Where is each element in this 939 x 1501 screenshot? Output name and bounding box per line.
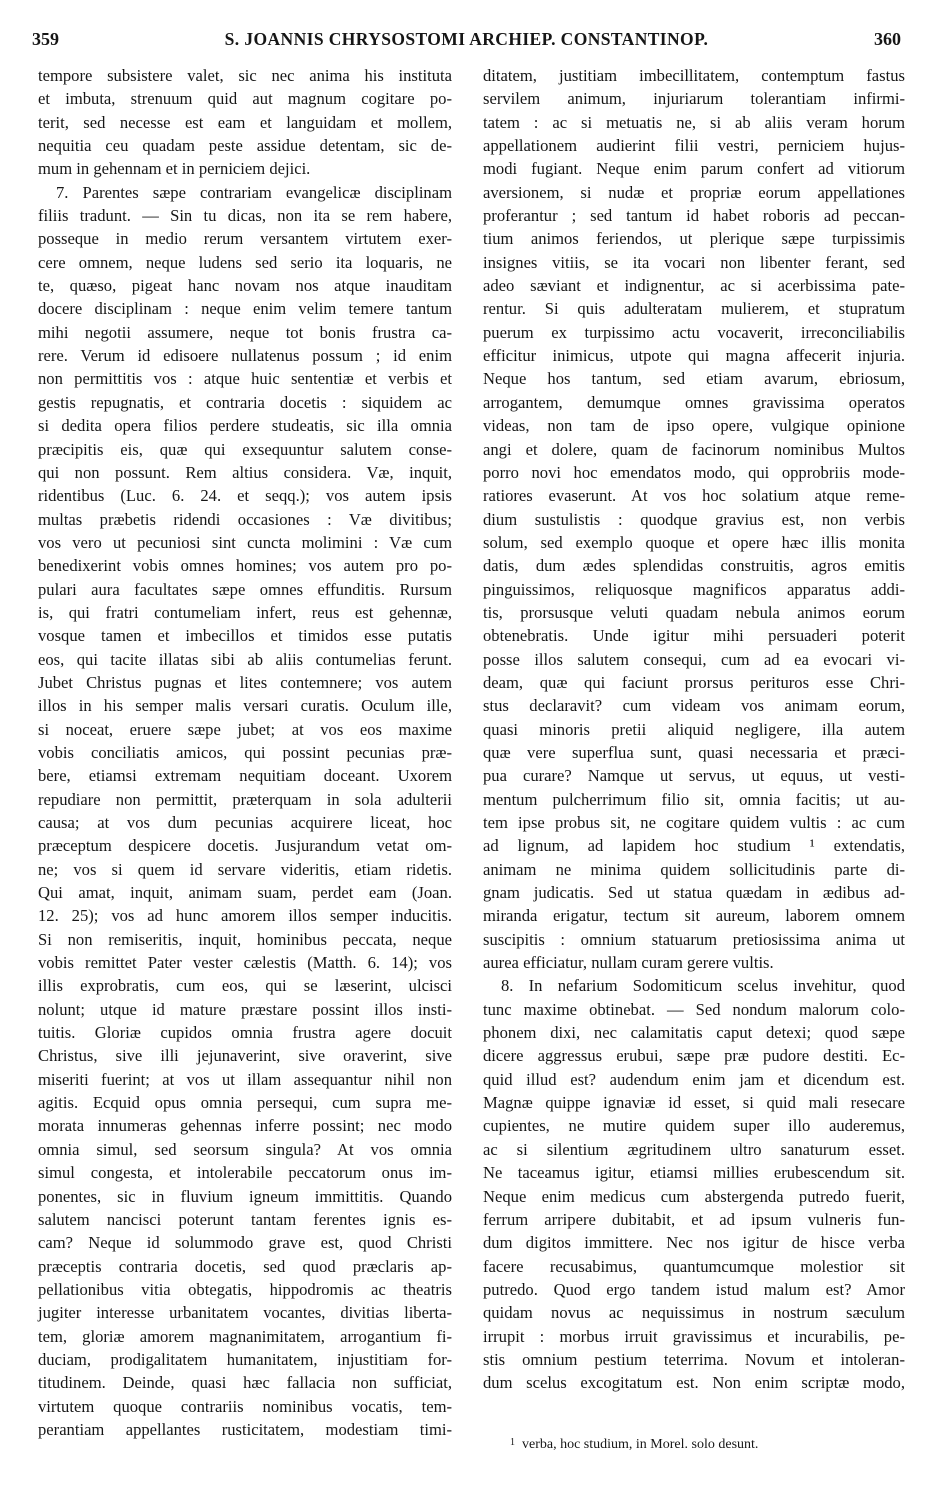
text-line: proferantur ; sed tantum id habet roboris ad peccan-	[483, 206, 905, 226]
text-line: benedixerint vobis omnes homines; vos autem pro po-	[38, 556, 452, 576]
text-line: causa; at vos dum pecunias acquirere liceat, hoc	[38, 813, 452, 832]
text-line: Qui amat, inquit, animam suam, perdet eam (Joan.	[38, 883, 452, 903]
text-line: jugiter interesse urbanitatem vocantes, divitias liberta-	[38, 1303, 452, 1323]
text-line: tunc maxime obtinebat. — Sed nondum malorum colo-	[483, 999, 905, 1019]
text-line: vos vero ut pecuniosi sint cuncta molimini : Væ cum	[38, 532, 452, 552]
text-line: miranda erigatur, tectum sit aureum, laborem omnem	[483, 906, 905, 926]
text-line: bere, etiamsi extremam nequitiam doceant. Uxorem	[38, 766, 452, 786]
text-line: repudiare non permittit, præterquam in sola adulterii	[38, 789, 452, 809]
text-line: pua curare? Namque ut servus, ut equus, ut vesti-	[483, 766, 905, 786]
text-line: insignes vitiis, se ita vocari non libenter ferant, sed	[483, 252, 905, 272]
text-line: titudinem. Deinde, quasi hæc fallacia non sufficiat,	[38, 1373, 452, 1393]
text-line: aurea efficiatur, nullam curam gerere vultis.	[483, 953, 774, 973]
text-line: ridentibus (Luc. 6. 24. et seqq.); vos autem ipsis	[38, 486, 452, 506]
text-line: dum digitos immittere. Nec nos igitur de hisce verba	[483, 1233, 905, 1253]
text-line: si noceat, eruere sæpe jubet; at vos eos maxime	[38, 719, 452, 739]
text-line: animam ne minima quidem sollicitudinis parte di-	[483, 859, 905, 879]
text-line: deam, quæ qui faciunt prorsus perituros esse Chri-	[483, 672, 905, 692]
text-line: mihi negotii assumere, neque tot bonis frustra ca-	[38, 322, 452, 342]
text-line: pinguissimos, reliquosque magnificos apparatus addi-	[483, 579, 905, 599]
text-line: facere recusabimus, quantumcumque molestior sit	[483, 1256, 905, 1276]
text-line: mentum pulcherrimum filio sit, omnia facitis; ut au-	[483, 789, 905, 809]
text-line: salutem nancisci poterunt tantam ferentes ignis es-	[38, 1209, 452, 1229]
text-line: cere omnem, neque ludens sed serio ita loquaris, ne	[38, 252, 452, 272]
text-line: te, quæso, pigeat hanc novam nos atque inauditam	[38, 276, 452, 296]
text-line: morata innumeras gehennas inferre possint; nec modo	[38, 1116, 452, 1136]
text-line: pellationibus vitia obtegatis, hippodromis ac theatris	[38, 1279, 452, 1299]
text-line: Jubet Christus pugnas et lites contemnere; vos autem	[38, 672, 452, 692]
text-line: agitis. Ecquid opus omnia persequi, cum supra me-	[38, 1093, 452, 1113]
text-line: mum in gehennam et in perniciem dejici.	[38, 159, 311, 179]
text-line: filiis tradunt. — Sin tu dicas, non ita se rem habere,	[38, 206, 452, 226]
text-line: cupientes, ne mutire quidem super illo auderemus,	[483, 1116, 905, 1136]
footnote	[510, 1437, 758, 1453]
text-line: irrupit : morbus irruit gravissimus et incurabilis, pe-	[483, 1326, 905, 1346]
text-line: vosque tamen et imbecillos et timidos esse putatis	[38, 626, 452, 646]
text-line: cam? Neque id solummodo grave est, quod Christi	[38, 1233, 452, 1253]
text-line: modi fugiant. Neque enim parum confert ad vitiorum	[483, 159, 905, 179]
text-line: et imbuta, strenuum quid aut magnum cogitare po-	[38, 89, 452, 109]
text-line: dum scelus excogitatum est. Non enim scriptæ modo,	[483, 1373, 905, 1393]
text-line: miseriti fuerint; at vos ut illam assequantur nihil non	[38, 1069, 452, 1089]
page-number-left: 359	[32, 29, 59, 49]
text-line: terit, sed necesse est eam et languidam et mollem,	[38, 112, 452, 132]
text-line: nolunt; utque id mature præstare possint illos insti-	[38, 999, 452, 1019]
text-line: rere. Verum id edisoere nullatenus possum ; id enim	[38, 346, 452, 366]
text-line: adeo sæviant et indignentur, ac si acerbissima pate-	[483, 276, 905, 296]
text-line: 7. Parentes sæpe contrariam evangelicæ disciplinam	[56, 182, 452, 202]
text-line: tuitis. Gloriæ cupidos omnia frustra agere docuit	[38, 1023, 452, 1043]
text-line: tium animos feriendos, ut plerique sæpe turpissimis	[483, 229, 905, 249]
text-line: videas, non tam de ipso opere, vulgique opinione	[483, 416, 905, 436]
text-line: multas præbetis ridendi occasiones : Væ divitibus;	[38, 509, 452, 529]
text-line: dicere aggressus erubui, sæpe præ pudore destiti. Ec-	[483, 1046, 905, 1066]
text-line: 8. In nefarium Sodomiticum scelus invehitur, quod	[501, 976, 905, 996]
text-line: aversionem, si nudæ et propriæ eorum appellationes	[483, 182, 905, 202]
text-line: duciam, prodigalitatem humanitatem, injustitiam for-	[38, 1349, 452, 1369]
text-line: ditatem, justitiam imbecillitatem, contemptum fastus	[483, 66, 905, 85]
text-line: quid illud est? audendum enim jam et dicendum est.	[483, 1069, 905, 1089]
text-line: appellationem audierint filii vestri, perniciem hujus-	[483, 136, 905, 156]
text-line: is, qui fratri contumeliam infert, reus est gehennæ,	[38, 602, 452, 622]
text-line: angi et dolere, quam de facinorum nominibus Multos	[483, 439, 905, 459]
text-line: non permittitis vos : atque huic sententiæ et verbis et	[38, 369, 452, 389]
text-line: præcipitis eis, quæ qui exsequuntur salutem conse-	[38, 439, 452, 459]
running-title: S. JOANNIS CHRYSOSTOMI ARCHIEP. CONSTANTINOP.	[224, 29, 709, 49]
text-line: Neque enim medicus cum abstergenda putredo fuerit,	[483, 1186, 905, 1206]
text-line: putredo. Quod ergo tandem istud malum est? Amor	[483, 1279, 905, 1299]
text-line: ac si silentium ægritudinem ultro sanaturum esset.	[483, 1139, 905, 1159]
text-line: illos in his semper malis versari curatis. Oculum ille,	[38, 696, 452, 716]
text-line: quasi minoris pretii aliquid negligere, illa autem	[483, 719, 905, 739]
text-line: docere disciplinam : neque enim velim temere tantum	[38, 299, 452, 319]
text-line: ponentes, sic in fluvium igneum immittitis. Quando	[38, 1186, 452, 1206]
text-line: ne; vos si quem id servare videritis, etiam ridetis.	[38, 859, 452, 879]
text-line: tis, prorsusque veluti quadam nebula animos eorum	[483, 602, 905, 622]
text-line: ad lignum, ad lapidem hoc studium ¹ extendatis,	[483, 836, 905, 856]
text-line: arrogantem, demumque omnes gravissima operatos	[483, 392, 905, 412]
footnote-text: verba, hoc studium, in Morel. solo desunt.	[522, 1437, 759, 1452]
text-line: si dedita opera filios perdere studeatis, sic illa omnia	[38, 416, 452, 436]
text-line: gestis repugnatis, et contraria docetis : siquidem ac	[38, 392, 452, 412]
text-line: posse illos salutem consequi, cum ad ea evocari vi-	[483, 649, 905, 669]
text-line: illis exprobratis, cum eos, qui se læserint, ulcisci	[38, 976, 452, 996]
text-line: præceptis contraria docetis, sed quod præclaris ap-	[38, 1256, 452, 1276]
text-line: tempore subsistere valet, sic nec anima his instituta	[38, 66, 452, 85]
text-line: tem, gloriæ amorem magnanimitatem, arrogantium fi-	[38, 1326, 452, 1346]
text-line: tem ipse probus sit, ne cogitare quidem vultis : ac cum	[483, 813, 905, 832]
text-line: solum, sed exemplo quoque et opere hæc illis monita	[483, 532, 905, 552]
page-number-right: 360	[874, 29, 901, 49]
text-line: stus declaravit? cum videam vos animam eorum,	[483, 696, 905, 716]
text-line: datis, dum ædes splendidas construitis, agros emitis	[483, 556, 905, 576]
text-line: dium sustulistis : quodque gravius est, non verbis	[483, 509, 905, 529]
text-line: virtutem quoque contrariis nominibus vocatis, tem-	[38, 1396, 452, 1416]
text-line: vobis conciliatis amicos, qui possint pecunias præ-	[38, 742, 452, 762]
text-line: efficitur inimicus, utpote qui magna affecerit injuria.	[483, 346, 905, 366]
text-line: omnia simul, sed seorsum singula? At vos omnia	[38, 1139, 452, 1159]
text-line: stis omnium pestium teterrima. Novum et intoleran-	[483, 1349, 905, 1369]
text-line: Ne taceamus igitur, etiamsi millies erubescendum sit.	[483, 1163, 905, 1183]
text-line: præceptum despicere docetis. Jusjurandum vetat om-	[38, 836, 452, 856]
footnote-mark: 1	[510, 1437, 515, 1448]
text-line: Magnæ quippe ignaviæ id esset, si quid mali resecare	[483, 1093, 905, 1113]
right-column	[483, 64, 905, 1395]
text-line: simul congesta, et intolerabile peccatorum onus im-	[38, 1163, 452, 1183]
text-line: qui non possunt. Rem altius considera. Væ, inquit,	[38, 462, 452, 482]
text-line: Neque hos tantum, sed etiam avarum, ebriosum,	[483, 369, 905, 389]
text-line: posseque in medio rerum versantem virtutem exer-	[38, 229, 452, 249]
text-line: Si non remiseritis, inquit, hominibus peccata, neque	[38, 929, 452, 949]
text-line: puerum ex turpissimo actu vocaverit, irreconciliabilis	[483, 322, 905, 342]
text-line: nequitia ceu quadam peste assidue detentam, sic de-	[38, 136, 452, 156]
text-line: quæ vere superflua sunt, quasi necessaria et præci-	[483, 742, 905, 762]
text-line: rentur. Si quis adulteratam mulierem, et stupratum	[483, 299, 905, 319]
text-line: gnam judicatis. Sed ut statua quædam in ædibus ad-	[483, 883, 905, 903]
text-line: 12. 25); vos ad hunc amorem illos semper inducitis.	[38, 906, 452, 926]
text-line: vobis remittet Pater vester cælestis (Matth. 6. 14); vos	[38, 953, 452, 973]
text-line: phonem dixi, nec calamitatis caput detexi; quod sæpe	[483, 1023, 905, 1043]
text-line: suscipitis : omnium statuarum pretiosissima anima ut	[483, 929, 905, 949]
text-line: pulari aura facultates sæpe omnes effunditis. Rursum	[38, 579, 452, 599]
left-column	[38, 64, 452, 1441]
text-line: obtenebratis. Unde igitur mihi persuaderi poterit	[483, 626, 905, 646]
page-header	[32, 29, 901, 53]
text-line: Christus, sive illi jejunaverint, sive oraverint, sive	[38, 1046, 452, 1066]
text-line: quidam novus ac nequissimus in nostrum sæculum	[483, 1303, 905, 1323]
text-line: porro novi hoc emendatos modo, qui opprobriis mode-	[483, 462, 905, 482]
text-line: tatem : ac si metuatis ne, si ab aliis veram horum	[483, 112, 905, 132]
text-line: perantiam appellantes rusticitatem, modestiam timi-	[38, 1419, 452, 1439]
text-line: ratiores evaserunt. At vos hoc solatium atque reme-	[483, 486, 905, 506]
text-line: ferrum arripere dubitabit, et ad ipsum vulneris fun-	[483, 1209, 905, 1229]
text-line: eos, qui tacite illatas sibi ab aliis contumelias ferunt.	[38, 649, 452, 669]
text-line: servilem animum, injuriarum tolerantiam infirmi-	[483, 89, 905, 109]
